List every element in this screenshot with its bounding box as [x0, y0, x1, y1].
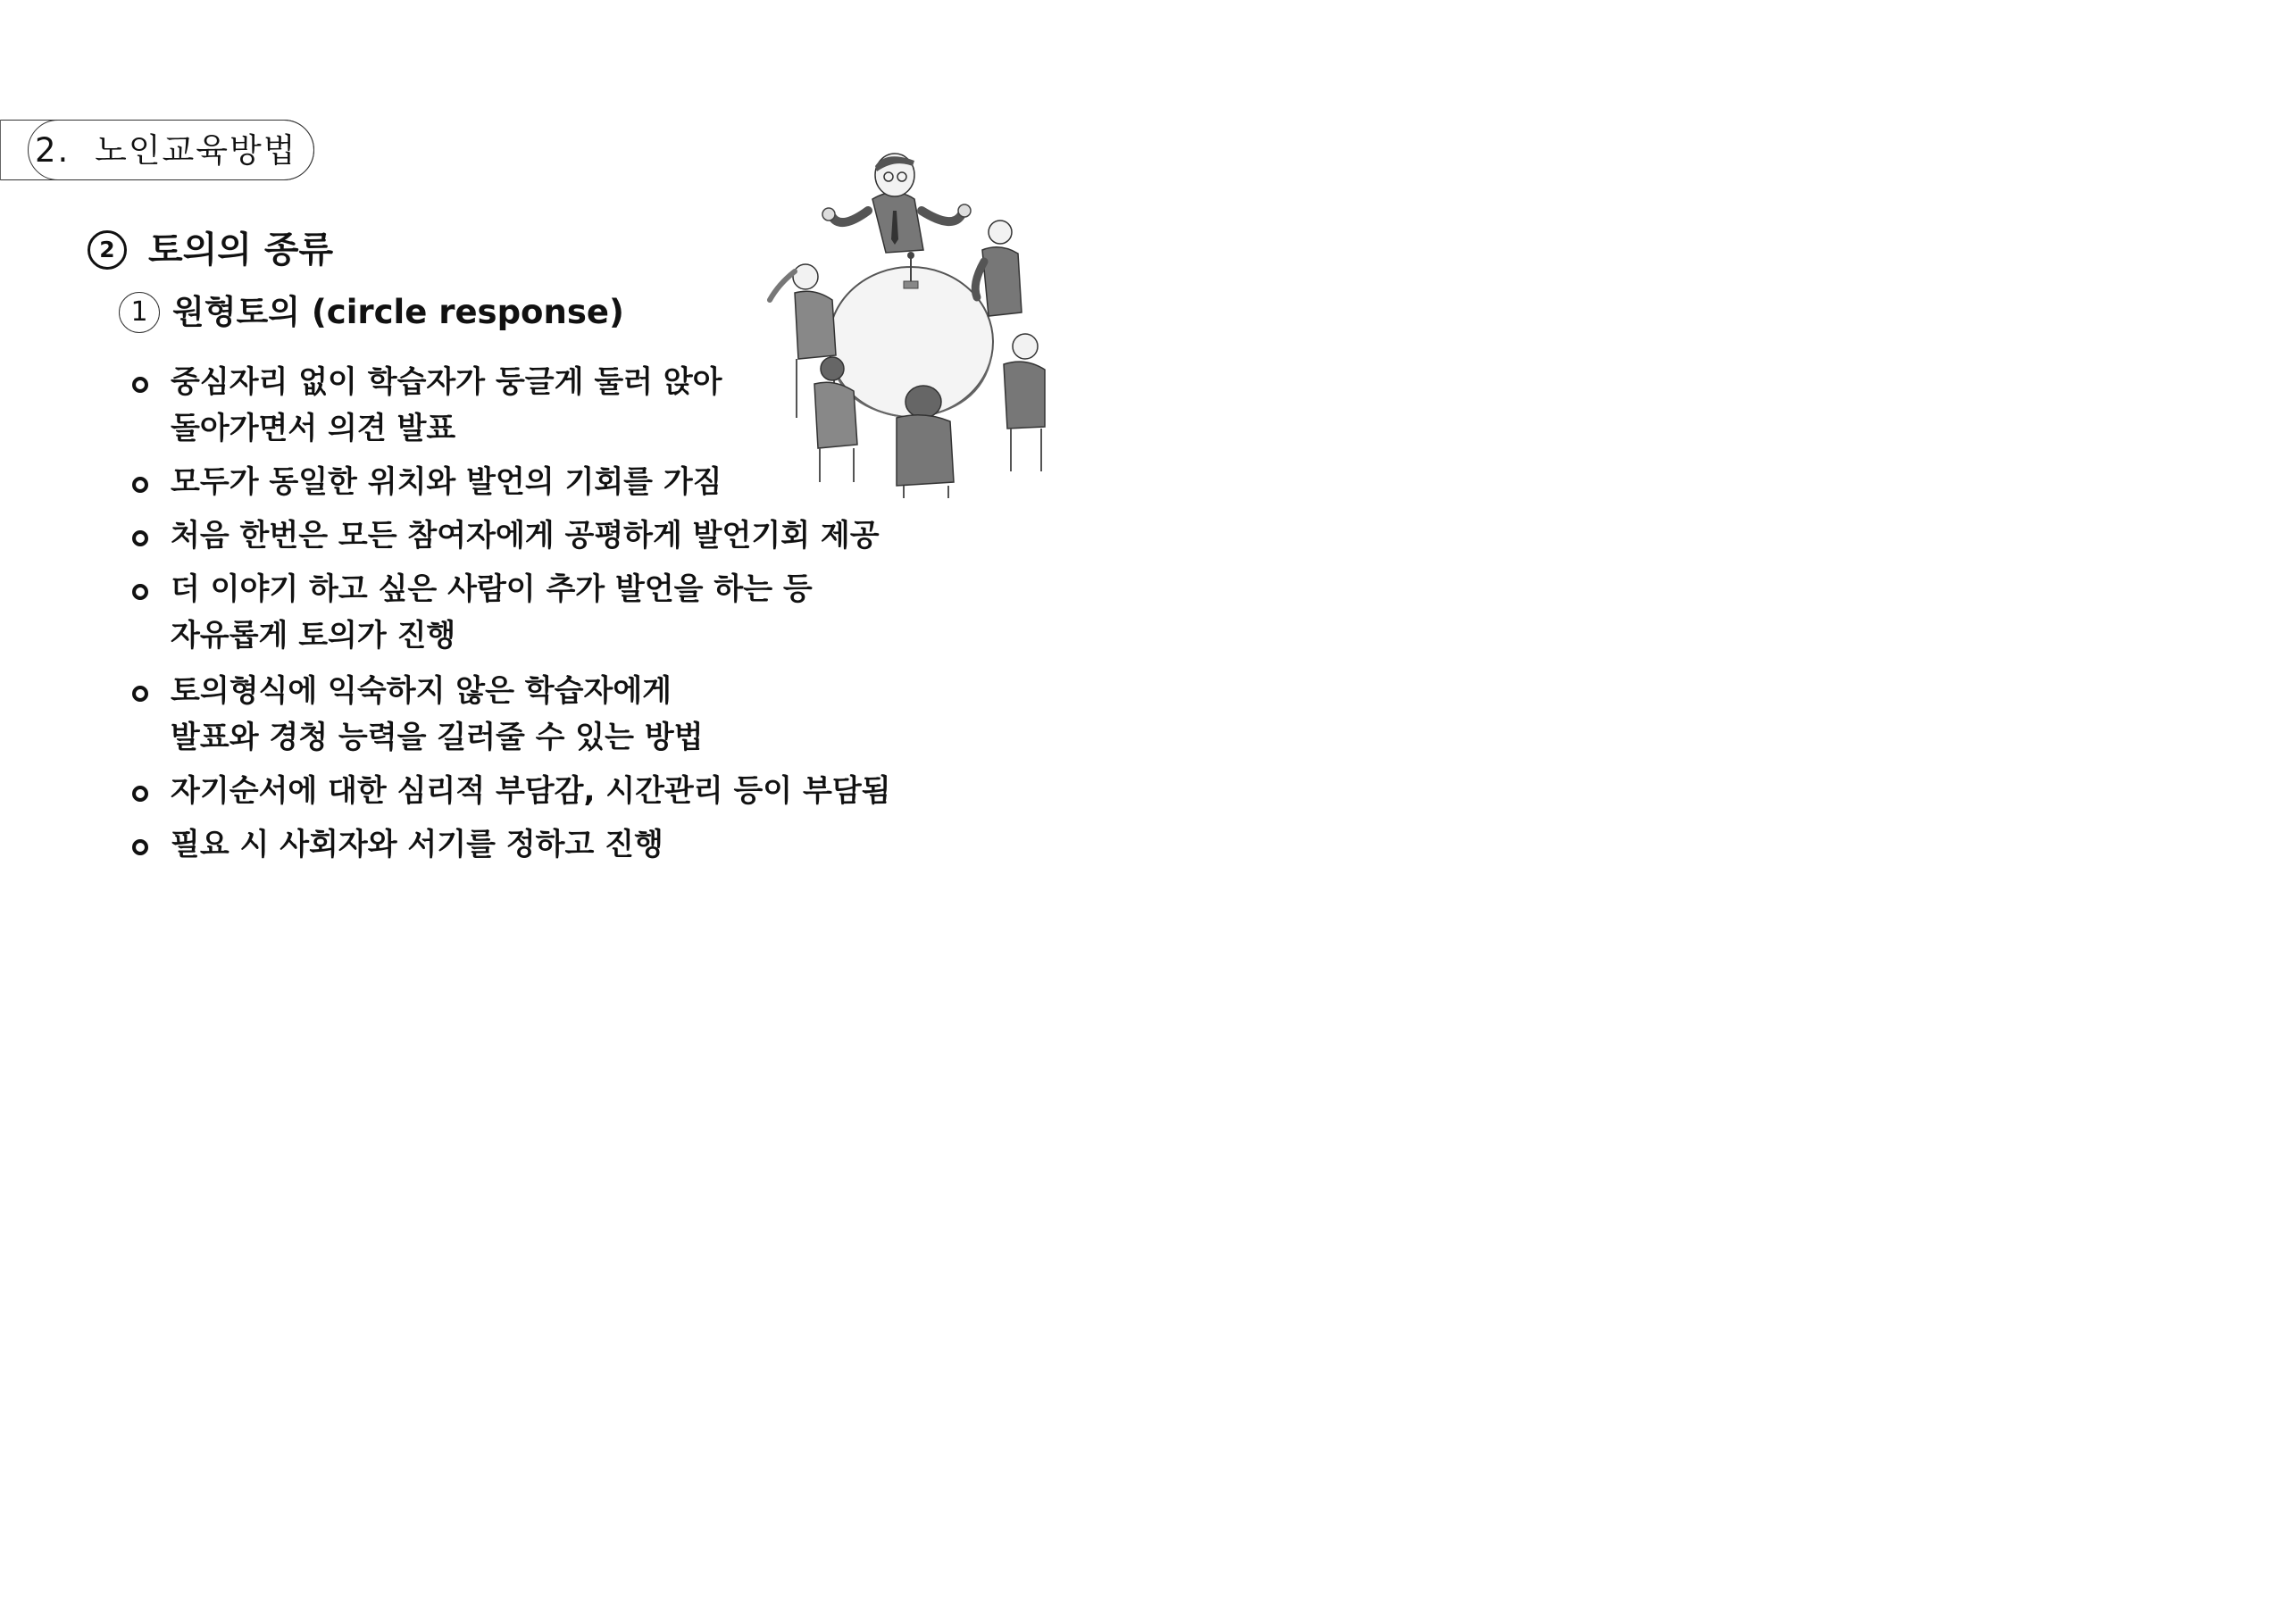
section-title-text: 노인교육방법: [95, 131, 297, 170]
bullet-line: 발표와 경청 능력을 길러줄 수 있는 방법: [171, 720, 704, 755]
bullet-icon: [132, 839, 148, 855]
bullet-icon: [132, 584, 148, 600]
bullet-line: 자기순서에 대한 심리적 부담감, 시간관리 등이 부담됨: [171, 773, 891, 809]
sub-heading-text: 원형토의 (circle response): [172, 293, 624, 331]
bullet-icon: [132, 377, 148, 393]
bullet-line: 더 이야기 하고 싶은 사람이 추가 발언을 하는 등: [171, 571, 813, 607]
bullet-icon: [132, 786, 148, 802]
section-number: 2.: [35, 131, 71, 170]
sub-heading: [119, 287, 624, 337]
heading-number-marker: 2: [88, 230, 127, 270]
bullet-line: 자유롭게 토의가 진행: [171, 618, 456, 654]
bullet-line: 중심자리 없이 학습자가 둥글게 둘러 앉아: [171, 364, 722, 400]
sub-heading-number-marker: 1: [119, 292, 160, 333]
section-title: [35, 127, 297, 175]
bullet-line: 돌아가면서 의견 발표: [171, 411, 456, 446]
bullet-icon: [132, 477, 148, 493]
bullet-line: 토의형식에 익숙하지 않은 학습자에게: [171, 673, 672, 709]
bullet-icon: [132, 530, 148, 546]
heading-text: 토의의 종류: [148, 229, 334, 271]
round-table-discussion-illustration: [761, 150, 1064, 500]
slide-heading: [88, 225, 333, 275]
bullet-line: 처음 한번은 모든 참여자에게 공평하게 발언기회 제공: [171, 518, 880, 554]
bullet-line: 필요 시 사회자와 서기를 정하고 진행: [171, 827, 663, 862]
bullet-line: 모두가 동일한 위치와 발언의 기회를 가짐: [171, 464, 722, 500]
bullet-icon: [132, 686, 148, 702]
